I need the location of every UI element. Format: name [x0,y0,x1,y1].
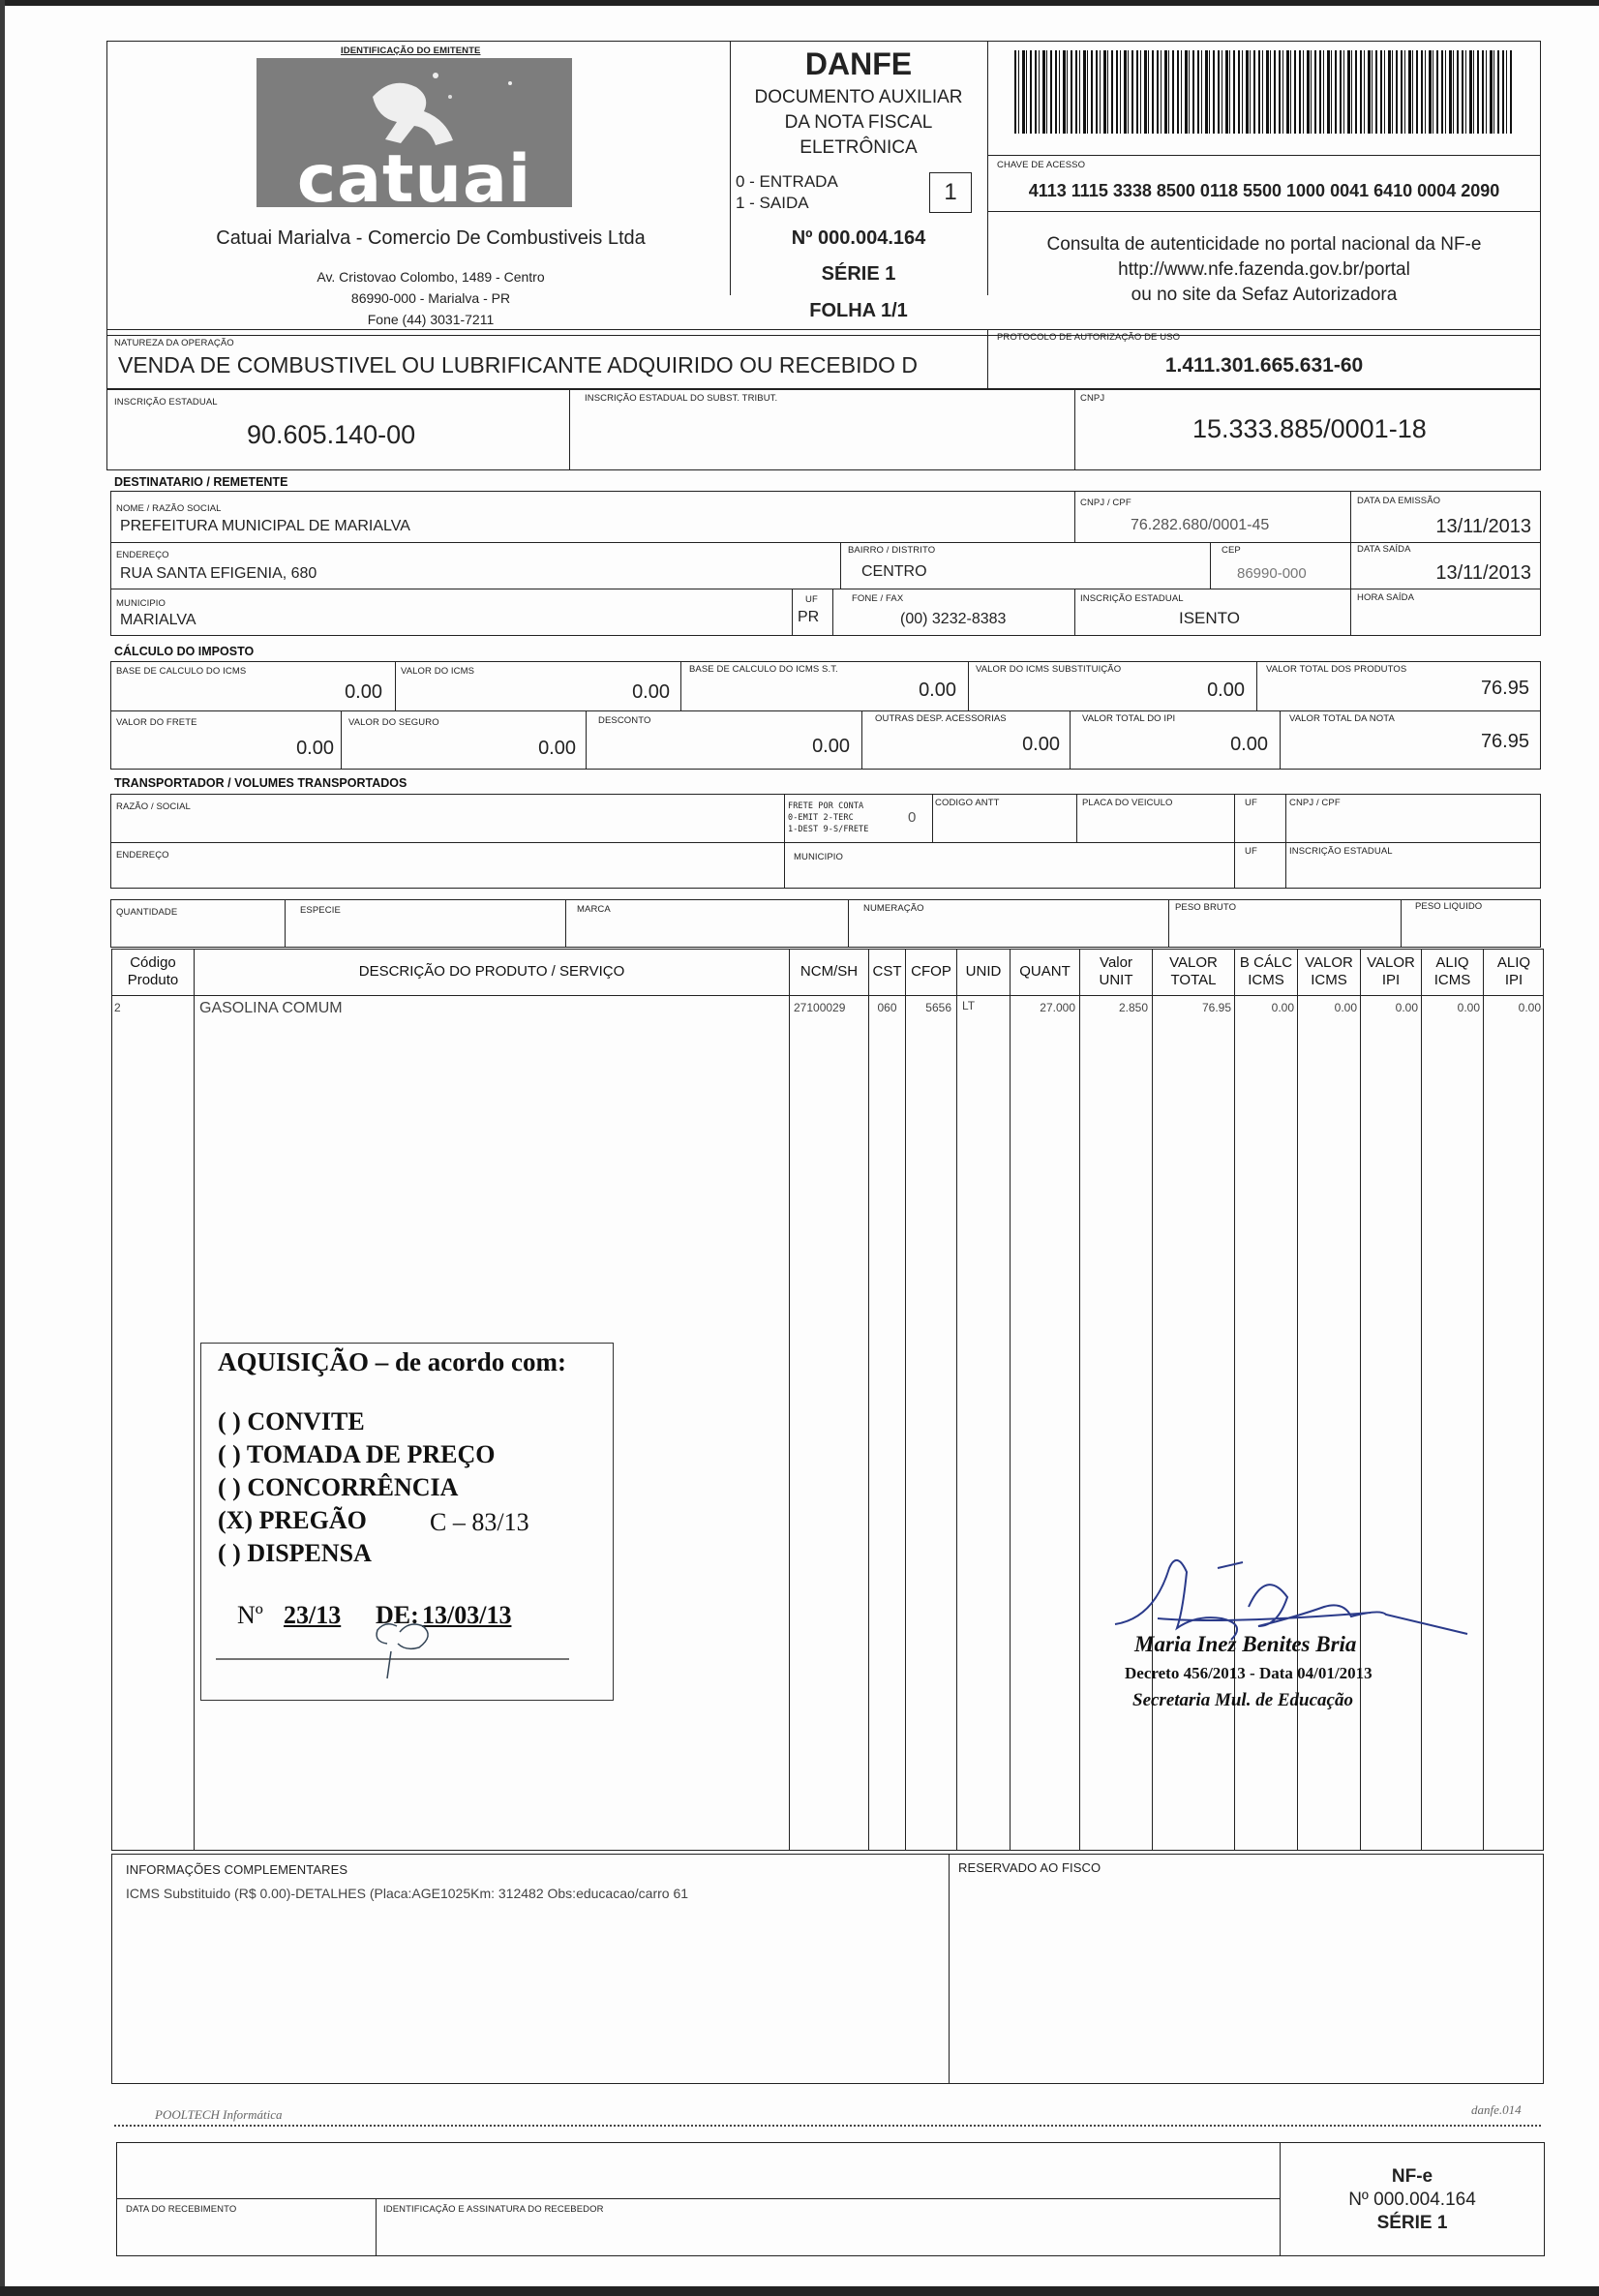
signature-name: Maria Inez Benites Bria [1134,1632,1357,1656]
dest-cnpj-label: CNPJ / CPF [1080,498,1131,508]
logo-wordmark: catuai [296,141,532,207]
th-quant: QUANT [1019,963,1071,980]
natureza-label: NATUREZA DA OPERAÇÃO [114,338,234,348]
company-logo [256,58,572,207]
transp-ie-label: INSCRIÇÃO ESTADUAL [1289,846,1393,857]
item-vunit: 2.850 [1118,1001,1148,1014]
item-aipi: 0.00 [1518,1001,1541,1014]
danfe-saida: 1 - SAIDA [736,194,809,212]
th-bcalc-2: ICMS [1248,972,1284,988]
complementares-label: INFORMAÇÕES COMPLEMENTARES [126,1862,348,1877]
numeracao-label: NUMERAÇÃO [863,903,924,914]
aquisicao-stamp [200,1343,614,1701]
danfe-subtitle-3: ELETRÔNICA [800,137,918,158]
th-codigo-2: Produto [127,972,179,988]
v-st: 0.00 [1207,680,1245,701]
item-vipi: 0.00 [1395,1001,1418,1014]
natureza-value: VENDA DE COMBUSTIVEL OU LUBRIFICANTE ADQUIRIDO OU RECEBIDO D [118,352,919,378]
item-bcalc: 0.00 [1271,1001,1294,1014]
bc-st-label: BASE DE CALCULO DO ICMS S.T. [689,664,838,675]
th-vtotal-2: TOTAL [1170,972,1217,988]
placa-label: PLACA DO VEICULO [1082,798,1173,808]
th-cfop: CFOP [911,963,951,980]
danfe-entrada: 0 - ENTRADA [736,172,838,191]
frete-conta-3: 1-DEST 9-S/FRETE [788,825,869,834]
bc-icms-label: BASE DE CALCULO DO ICMS [116,666,247,677]
v-icms-label: VALOR DO ICMS [401,666,475,677]
footer-right: danfe.014 [1471,2102,1522,2117]
emitente-address-2: 86990-000 - Marialva - PR [350,290,511,306]
frete: 0.00 [296,738,334,759]
danfe-tipo: 1 [929,172,972,213]
item-codigo: 2 [114,1001,121,1014]
th-unid: UNID [965,963,1002,980]
th-aicms-1: ALIQ [1435,954,1469,971]
seguro: 0.00 [538,738,576,759]
bc-icms: 0.00 [345,681,382,703]
frete-label: VALOR DO FRETE [116,717,197,728]
stamp-data: 13/03/13 [422,1601,512,1629]
marca-label: MARCA [577,904,611,915]
protocolo-label: PROTOCOLO DE AUTORIZAÇÃO DE USO [997,332,1181,343]
th-vicms-2: ICMS [1311,972,1347,988]
scan-edge-left [0,0,5,2296]
consulta-line-2: http://www.nfe.fazenda.gov.br/portal [1118,259,1410,280]
fisco-label: RESERVADO AO FISCO [958,1860,1101,1875]
v-icms: 0.00 [632,681,670,703]
th-aicms-2: ICMS [1433,972,1471,988]
danfe-serie: SÉRIE 1 [821,263,896,285]
consulta-line-1: Consulta de autenticidade no portal nacional da NF-e [1046,234,1482,255]
cnpj-label: CNPJ [1080,393,1105,404]
dest-nome-label: NOME / RAZÃO SOCIAL [116,503,222,514]
th-cst: CST [872,963,902,980]
dest-cep-label: CEP [1222,545,1241,556]
dest-uf: PR [798,609,820,625]
th-vunit-1: Valor [1100,954,1132,971]
transp-uf2-label: UF [1245,846,1257,857]
signature-role: Secretaria Mul. de Educação [1132,1690,1353,1710]
footer-left: POOLTECH Informática [155,2107,283,2122]
transp-uf-label: UF [1245,798,1257,808]
th-descricao: DESCRIÇÃO DO PRODUTO / SERVIÇO [358,963,625,980]
canhoto-nfe: NF-e [1391,2166,1433,2187]
stamp-tomada: ( ) TOMADA DE PREÇO [218,1440,496,1468]
outras: 0.00 [1022,734,1060,755]
scan-edge-top [0,0,1599,6]
dest-emissao: 13/11/2013 [1435,516,1531,537]
item-ncm: 27100029 [794,1001,846,1014]
ie-label: INSCRIÇÃO ESTADUAL [114,397,218,408]
canhoto-data-label: DATA DO RECEBIMENTO [126,2204,237,2215]
signature-decree: Decreto 456/2013 - Data 04/01/2013 [1125,1664,1373,1682]
dest-fone: (00) 3232-8383 [900,611,1007,627]
consulta-line-3: ou no site da Sefaz Autorizadora [1131,285,1398,305]
dest-fone-label: FONE / FAX [852,593,904,604]
imposto-section: CÁLCULO DO IMPOSTO [114,645,255,658]
destinatario-box [110,491,1541,636]
outras-label: OUTRAS DESP. ACESSORIAS [875,713,1007,724]
dest-endereco: RUA SANTA EFIGENIA, 680 [120,565,317,582]
danfe-numero: Nº 000.004.164 [791,227,926,249]
nota: 76.95 [1480,731,1529,752]
especie-label: ESPECIE [300,905,341,916]
protocolo-value: 1.411.301.665.631-60 [1164,354,1364,377]
bc-st: 0.00 [919,680,956,701]
v-prod-label: VALOR TOTAL DOS PRODUTOS [1266,664,1407,675]
item-vicms: 0.00 [1334,1001,1357,1014]
dest-bairro: CENTRO [861,563,927,580]
stamp-convite: ( ) CONVITE [218,1407,365,1435]
danfe-subtitle-2: DA NOTA FISCAL [784,112,933,133]
peso-liquido-label: PESO LIQUIDO [1415,901,1483,912]
desconto-label: DESCONTO [598,715,651,726]
stamp-concorrencia: ( ) CONCORRÊNCIA [218,1473,459,1501]
transp-municipio-label: MUNICIPIO [794,852,844,862]
seguro-label: VALOR DO SEGURO [348,717,439,728]
frete-conta-1: FRETE POR CONTA [788,801,864,811]
transp-razao-label: RAZÃO / SOCIAL [116,801,191,812]
item-aicms: 0.00 [1457,1001,1480,1014]
item-unid: LT [962,999,976,1012]
stamp-numero: 23/13 [284,1601,342,1629]
item-vtotal: 76.95 [1201,1001,1231,1014]
item-descricao: GASOLINA COMUM [199,1000,343,1016]
th-vipi-2: IPI [1381,972,1401,988]
canhoto-ident-label: IDENTIFICAÇÃO E ASSINATURA DO RECEBEDOR [383,2204,604,2215]
stamp-dispensa: ( ) DISPENSA [218,1539,372,1567]
emitente-address-1: Av. Cristovao Colombo, 1489 - Centro [317,269,545,285]
barcode-image [1014,50,1512,134]
frete-conta-2: 0-EMIT 2-TERC [788,813,854,823]
th-aipi-1: ALIQ [1496,954,1531,971]
nota-label: VALOR TOTAL DA NOTA [1289,713,1395,724]
transportador-section: TRANSPORTADOR / VOLUMES TRANSPORTADOS [114,776,407,790]
danfe-title: DANFE [804,46,913,81]
stamp-title: AQUISIÇÃO – de acordo com: [218,1347,566,1376]
danfe-folha: FOLHA 1/1 [809,300,908,321]
item-cfop: 5656 [925,1001,951,1014]
quantidade-label: QUANTIDADE [116,907,178,918]
th-vicms-1: VALOR [1305,954,1353,971]
chave-label: CHAVE DE ACESSO [997,160,1086,170]
danfe-subtitle-1: DOCUMENTO AUXILIAR [754,87,963,107]
th-vunit-2: UNIT [1099,972,1133,988]
emitente-name: Catuai Marialva - Comercio De Combustiveis Ltda [216,227,646,249]
th-bcalc-1: B CÁLC [1239,954,1293,971]
stamp-pregao: (X) PREGÃO [218,1506,367,1534]
frete-conta-value: 0 [908,809,917,826]
item-quant: 27.000 [1040,1001,1075,1014]
canhoto-numero: Nº 000.004.164 [1348,2190,1476,2210]
destinatario-section: DESTINATARIO / REMETENTE [114,475,288,489]
emitente-phone: Fone (44) 3031-7211 [367,312,495,327]
stamp-numero-label: Nº [237,1601,263,1629]
emitente-label: IDENTIFICAÇÃO DO EMITENTE [341,45,481,56]
chave-value: 4113 1115 3338 8500 0118 5500 1000 0041 6410 0004 2090 [1028,181,1500,200]
ie-st-label: INSCRIÇÃO ESTADUAL DO SUBST. TRIBUT. [585,393,778,404]
desconto: 0.00 [812,736,850,757]
stamp-de-label: DE: [376,1601,419,1629]
item-cst: 060 [877,1001,897,1014]
canhoto-serie: SÉRIE 1 [1376,2213,1448,2233]
cut-line [114,2125,1541,2127]
stamp-initials-scribble [201,1344,613,1700]
th-ncm: NCM/SH [800,963,859,980]
ie-value: 90.605.140-00 [247,420,416,449]
dest-hora-label: HORA SAÍDA [1357,592,1415,603]
scan-edge-bottom [0,2286,1599,2296]
dest-cnpj: 76.282.680/0001-45 [1131,517,1270,533]
antt-label: CODIGO ANTT [935,798,1000,808]
dest-municipio-label: MUNICIPIO [116,598,166,609]
th-vipi-1: VALOR [1367,954,1415,971]
dest-endereco-label: ENDEREÇO [116,550,169,560]
dest-ie: ISENTO [1179,609,1240,627]
th-codigo-1: Código [130,954,176,971]
th-aipi-2: IPI [1504,972,1524,988]
dest-emissao-label: DATA DA EMISSÃO [1357,496,1441,506]
dest-uf-label: UF [805,594,818,605]
th-vtotal-1: VALOR [1169,954,1218,971]
dest-cep: 86990-000 [1237,565,1307,582]
ipi-label: VALOR TOTAL DO IPI [1082,713,1176,724]
ipi: 0.00 [1230,734,1268,755]
cnpj-value: 15.333.885/0001-18 [1192,414,1427,443]
stamp-pregao-ref: C – 83/13 [430,1508,529,1536]
dest-saida-label: DATA SAÍDA [1357,544,1411,555]
dest-municipio: MARIALVA [120,612,196,628]
dest-saida: 13/11/2013 [1435,562,1531,584]
v-st-label: VALOR DO ICMS SUBSTITUIÇÃO [976,664,1122,675]
transp-endereco-label: ENDEREÇO [116,850,169,861]
peso-bruto-label: PESO BRUTO [1175,902,1237,913]
v-prod: 76.95 [1480,678,1529,699]
dest-nome: PREFEITURA MUNICIPAL DE MARIALVA [120,518,410,534]
dest-ie-label: INSCRIÇÃO ESTADUAL [1080,593,1184,604]
dest-bairro-label: BAIRRO / DISTRITO [848,545,936,556]
transp-cnpj-label: CNPJ / CPF [1289,798,1341,808]
complementares-value: ICMS Substituido (R$ 0.00)-DETALHES (Placa:AGE1025Km: 312482 Obs:educacao/carro 61 [126,1886,689,1901]
